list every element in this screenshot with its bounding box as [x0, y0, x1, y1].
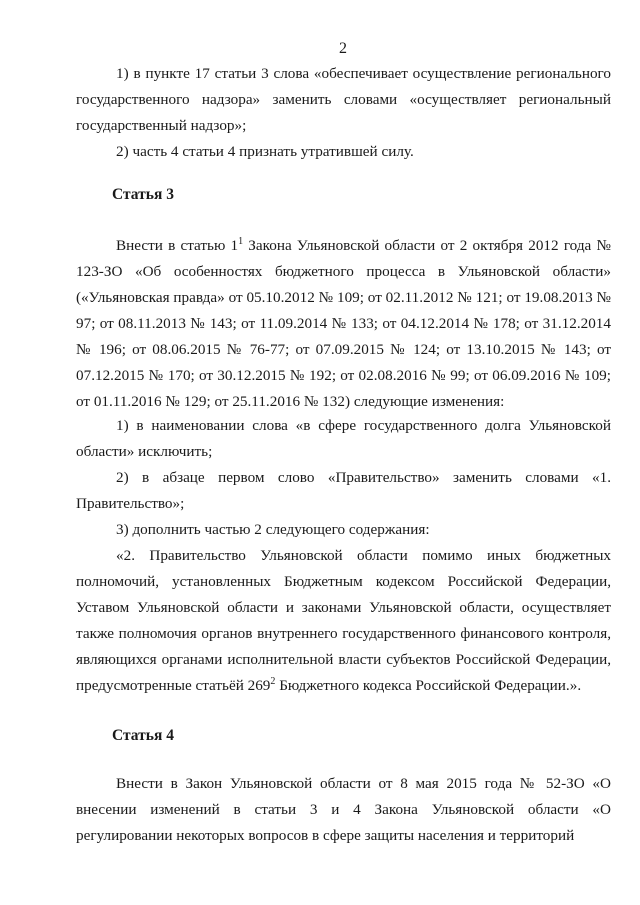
article3-item-2: 2) в абзаце первом слово «Правительство» заменить словами «1. Правительство»;	[76, 469, 611, 512]
quote-part1: «2. Правительство Ульяновской области помимо иных бюджетных полномочий, установленных Бюджетным кодексом Российской Федерации, Уставом Ульяновской области и законами Ульяновской области, осуществляет также полномочия органов внутреннего государственного финансового контроля, являющихся органами исполнительной власти субъектов Российской Федерации, предусмотренные статьёй 269	[76, 547, 611, 694]
article2-item-2: 2) часть 4 статьи 4 признать утратившей силу.	[116, 143, 414, 160]
article3-intro-part2: Закона Ульяновской области от 2 октября 2012 года № 123-ЗО «Об особенностях бюджетного процесса в Ульяновской области» («Ульяновская правда» от 05.10.2012 № 109; от 02.11.2012 № 121; от 19.08.2013 № 97; от 08.11.2013 № 143; от 11.09.2014 № 133; от 04.12.2014 № 178; от 31.12.2014 № 196; от 08.06.2015 № 76-77; от 07.09.2015 № 124; от 13.10.2015 № 143; от 07.12.2015 № 170; от 30.12.2015 № 192; от 02.08.2016 № 99; от 06.09.2016 № 109; от 01.11.2016 № 129; от 25.11.2016 № 132) следующие изменения:	[76, 237, 611, 410]
article3-quoted-part-2	[76, 543, 611, 699]
quote-part2: Бюджетного кодекса Российской Федерации.».	[275, 677, 582, 694]
quote-superscript: 2	[270, 675, 276, 687]
article3-item-3: 3) дополнить частью 2 следующего содержания:	[116, 521, 430, 538]
article4-intro: Внести в Закон Ульяновской области от 8 мая 2015 года № 52-ЗО «О внесении изменений в статьи 3 и 4 Закона Ульяновской области «О регулировании некоторых вопросов в сфере защиты населения и территорий	[76, 775, 611, 844]
article3-intro	[76, 233, 611, 415]
article4-heading: Статья 4	[112, 727, 174, 744]
article3-item-1: 1) в наименовании слова «в сфере государственного долга Ульяновской области» исключить;	[76, 417, 611, 460]
article3-intro-superscript: 1	[238, 235, 244, 247]
article2-item-1: 1) в пункте 17 статьи 3 слова «обеспечивает осуществление регионального государственного надзора» заменить словами «осуществляет региональный государственный надзор»;	[76, 65, 611, 134]
article3-heading: Статья 3	[112, 186, 174, 203]
article3-intro-part1: Внести в статью 1	[116, 237, 239, 254]
page-number: 2	[339, 40, 347, 57]
